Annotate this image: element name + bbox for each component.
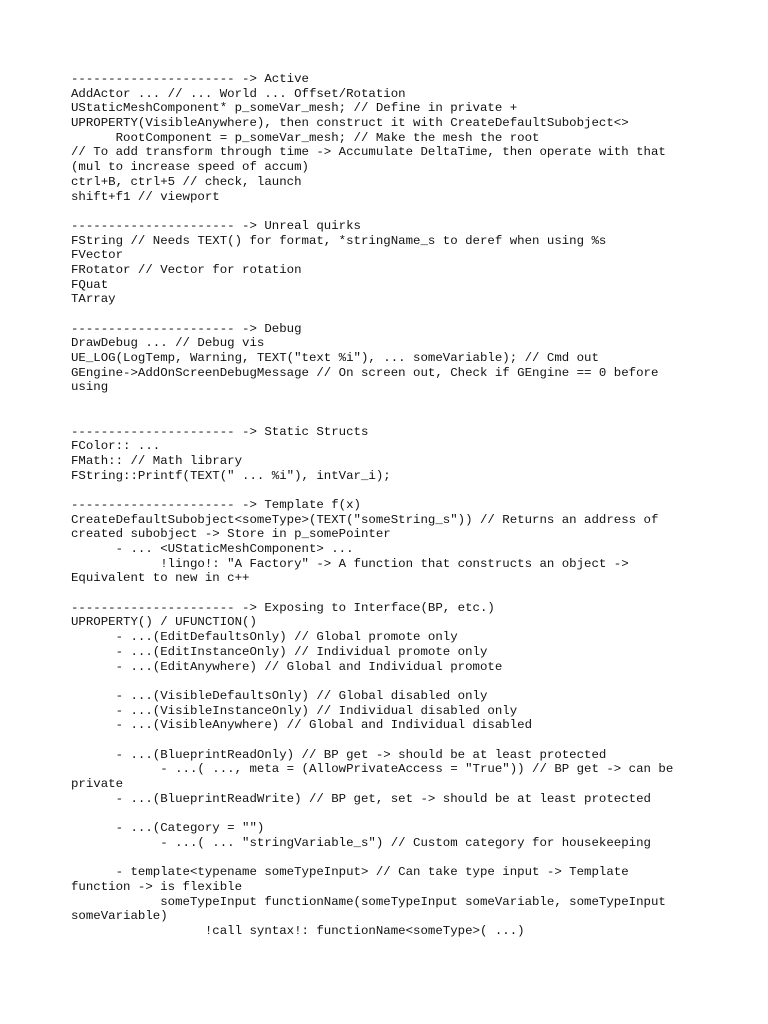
- text-line: - ...(EditInstanceOnly) // Individual promote only: [71, 644, 488, 659]
- section-gap: [71, 586, 701, 601]
- text-line: [71, 674, 701, 689]
- text-line: - ...(VisibleInstanceOnly) // Individual disabled only: [71, 703, 518, 718]
- note-section: [71, 425, 701, 484]
- section-gap: [71, 204, 701, 219]
- text-line: FString // Needs TEXT() for format, *stringName_s to deref when using %s: [71, 233, 607, 248]
- text-line: [71, 806, 701, 821]
- section-header: ---------------------- -> Static Structs: [71, 424, 369, 439]
- text-line: Equivalent to new in c++: [71, 571, 250, 586]
- text-line: - template<typename someTypeInput> // Can take type input -> Template: [71, 865, 629, 880]
- text-line: FRotator // Vector for rotation: [71, 262, 302, 277]
- text-line: [71, 733, 701, 748]
- text-line: [71, 395, 701, 410]
- text-line: FVector: [71, 248, 124, 263]
- text-line: shift+f1 // viewport: [71, 189, 220, 204]
- document-page: [71, 72, 701, 939]
- text-line: DrawDebug ... // Debug vis: [71, 336, 265, 351]
- section-header: ---------------------- -> Active: [71, 72, 309, 86]
- text-line: - ...(VisibleDefaultsOnly) // Global disabled only: [71, 688, 488, 703]
- text-line: - ...(BlueprintReadOnly) // BP get -> should be at least protected: [71, 747, 607, 762]
- text-line: FQuat: [71, 277, 109, 292]
- text-line: !lingo!: "A Factory" -> A function that constructs an object ->: [71, 556, 629, 571]
- text-line: UStaticMeshComponent* p_someVar_mesh; // Define in private +: [71, 101, 518, 116]
- section-header: ---------------------- -> Debug: [71, 321, 302, 336]
- text-line: - ...( ... "stringVariable_s") // Custom category for housekeeping: [71, 835, 651, 850]
- text-line: - ...(Category = ""): [71, 821, 265, 836]
- section-header: ---------------------- -> Unreal quirks: [71, 218, 361, 233]
- note-section: [71, 601, 701, 939]
- text-line: someVariable): [71, 909, 168, 924]
- text-line: - ... <UStaticMeshComponent> ...: [71, 542, 354, 556]
- text-line: someTypeInput functionName(someTypeInput someVariable, someTypeInput: [71, 894, 666, 909]
- text-line: - ...(EditDefaultsOnly) // Global promote only: [71, 630, 458, 645]
- text-line: UPROPERTY(VisibleAnywhere), then construct it with CreateDefaultSubobject<>: [71, 116, 629, 131]
- text-line: [71, 850, 701, 865]
- text-line: FMath:: // Math library: [71, 453, 243, 468]
- section-gap: [71, 483, 701, 498]
- text-line: created subobject -> Store in p_somePointer: [71, 527, 391, 542]
- text-line: RootComponent = p_someVar_mesh; // Make the mesh the root: [71, 130, 540, 145]
- section-gap: [71, 307, 701, 322]
- note-section: [71, 498, 701, 586]
- text-line: !call syntax!: functionName<someType>( ...): [71, 923, 525, 938]
- text-line: - ...(VisibleAnywhere) // Global and Individual disabled: [71, 718, 533, 733]
- text-line: - ...(BlueprintReadWrite) // BP get, set -> should be at least protected: [71, 791, 651, 806]
- text-line: FString::Printf(TEXT(" ... %i"), intVar_i);: [71, 468, 391, 483]
- text-line: private: [71, 777, 124, 791]
- text-line: - ...( ..., meta = (AllowPrivateAccess = "True")) // BP get -> can be: [71, 762, 674, 777]
- note-section: [71, 72, 701, 204]
- text-line: FColor:: ...: [71, 439, 161, 454]
- text-line: UPROPERTY() / UFUNCTION(): [71, 615, 257, 630]
- section-gap: [71, 410, 701, 425]
- text-line: ctrl+B, ctrl+5 // check, launch: [71, 174, 302, 189]
- text-line: function -> is flexible: [71, 879, 243, 894]
- text-line: (mul to increase speed of accum): [71, 160, 309, 175]
- text-line: // To add transform through time -> Accumulate DeltaTime, then operate with that: [71, 145, 666, 160]
- text-line: GEngine->AddOnScreenDebugMessage // On screen out, Check if GEngine == 0 before: [71, 365, 659, 380]
- note-section: [71, 322, 701, 410]
- text-line: TArray: [71, 292, 116, 307]
- text-line: UE_LOG(LogTemp, Warning, TEXT("text %i"), ... someVariable); // Cmd out: [71, 351, 599, 366]
- text-line: CreateDefaultSubobject<someType>(TEXT("someString_s")) // Returns an address of: [71, 512, 659, 527]
- section-header: ---------------------- -> Exposing to Interface(BP, etc.): [71, 600, 495, 615]
- note-section: [71, 219, 701, 307]
- text-line: AddActor ... // ... World ... Offset/Rotation: [71, 86, 406, 101]
- text-line: - ...(EditAnywhere) // Global and Individual promote: [71, 659, 503, 674]
- text-line: using: [71, 380, 109, 395]
- section-header: ---------------------- -> Template f(x): [71, 497, 361, 512]
